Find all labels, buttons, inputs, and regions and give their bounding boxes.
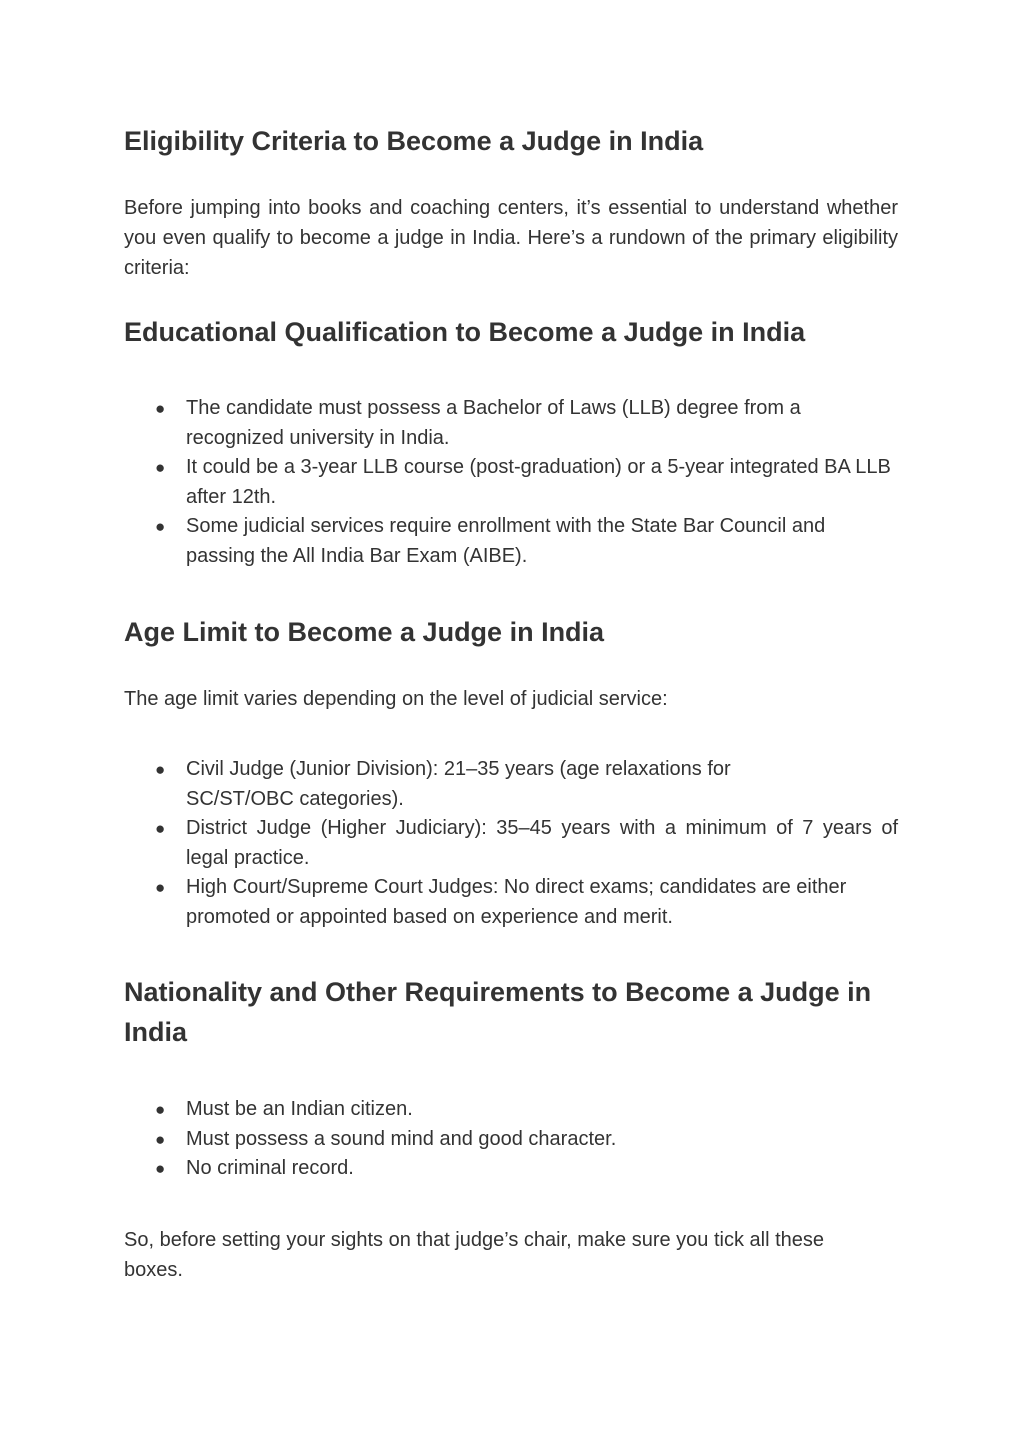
list-item: ● District Judge (Higher Judiciary): 35–45 years with a minimum of 7 years of legal practice. xyxy=(124,814,898,873)
list-item: ● Some judicial services require enrollment with the State Bar Council and passing the All India Bar Exam (AIBE). xyxy=(124,512,898,571)
list-item: ● The candidate must possess a Bachelor of Laws (LLB) degree from a recognized university in India. xyxy=(124,394,898,453)
list-item: ● High Court/Supreme Court Judges: No direct exams; candidates are either promoted or appointed based on experience and merit. xyxy=(124,873,898,932)
list-item: ● Civil Judge (Junior Division): 21–35 years (age relaxations for SC/ST/OBC categories). xyxy=(124,755,898,814)
bullet-icon: ● xyxy=(155,878,166,897)
age-intro: The age limit varies depending on the level of judicial service: xyxy=(124,688,668,710)
list-item: ● No criminal record. xyxy=(124,1154,898,1184)
closing-paragraph: So, before setting your sights on that judge’s chair, make sure you tick all these boxes. xyxy=(124,1229,825,1281)
education-list xyxy=(124,394,898,571)
heading-eligibility: Eligibility Criteria to Become a Judge in India xyxy=(124,126,704,156)
bullet-icon: ● xyxy=(155,819,166,838)
bullet-icon: ● xyxy=(155,760,166,779)
heading-age-limit: Age Limit to Become a Judge in India xyxy=(124,617,605,647)
age-list xyxy=(124,755,898,932)
bullet-icon: ● xyxy=(155,458,166,477)
heading-nationality: Nationality and Other Requirements to Become a Judge in India xyxy=(124,977,872,1047)
bullet-icon: ● xyxy=(155,1159,166,1178)
bullet-icon: ● xyxy=(155,1129,166,1149)
nationality-list xyxy=(124,1095,898,1184)
eligibility-intro: Before jumping into books and coaching centers, it’s essential to understand whether you even qualify to become a judge in India. Here’s a rundown of the primary eligibility criteria: xyxy=(124,197,898,279)
heading-education: Educational Qualification to Become a Judge in India xyxy=(124,317,806,347)
list-item: ● Must possess a sound mind and good character. xyxy=(124,1125,898,1155)
list-item: ● Must be an Indian citizen. xyxy=(124,1095,898,1125)
bullet-icon: ● xyxy=(155,399,166,418)
bullet-icon: ● xyxy=(155,517,166,536)
list-item: ● It could be a 3-year LLB course (post-graduation) or a 5-year integrated BA LLB after 12th. xyxy=(124,453,898,512)
bullet-icon: ● xyxy=(155,1100,166,1119)
